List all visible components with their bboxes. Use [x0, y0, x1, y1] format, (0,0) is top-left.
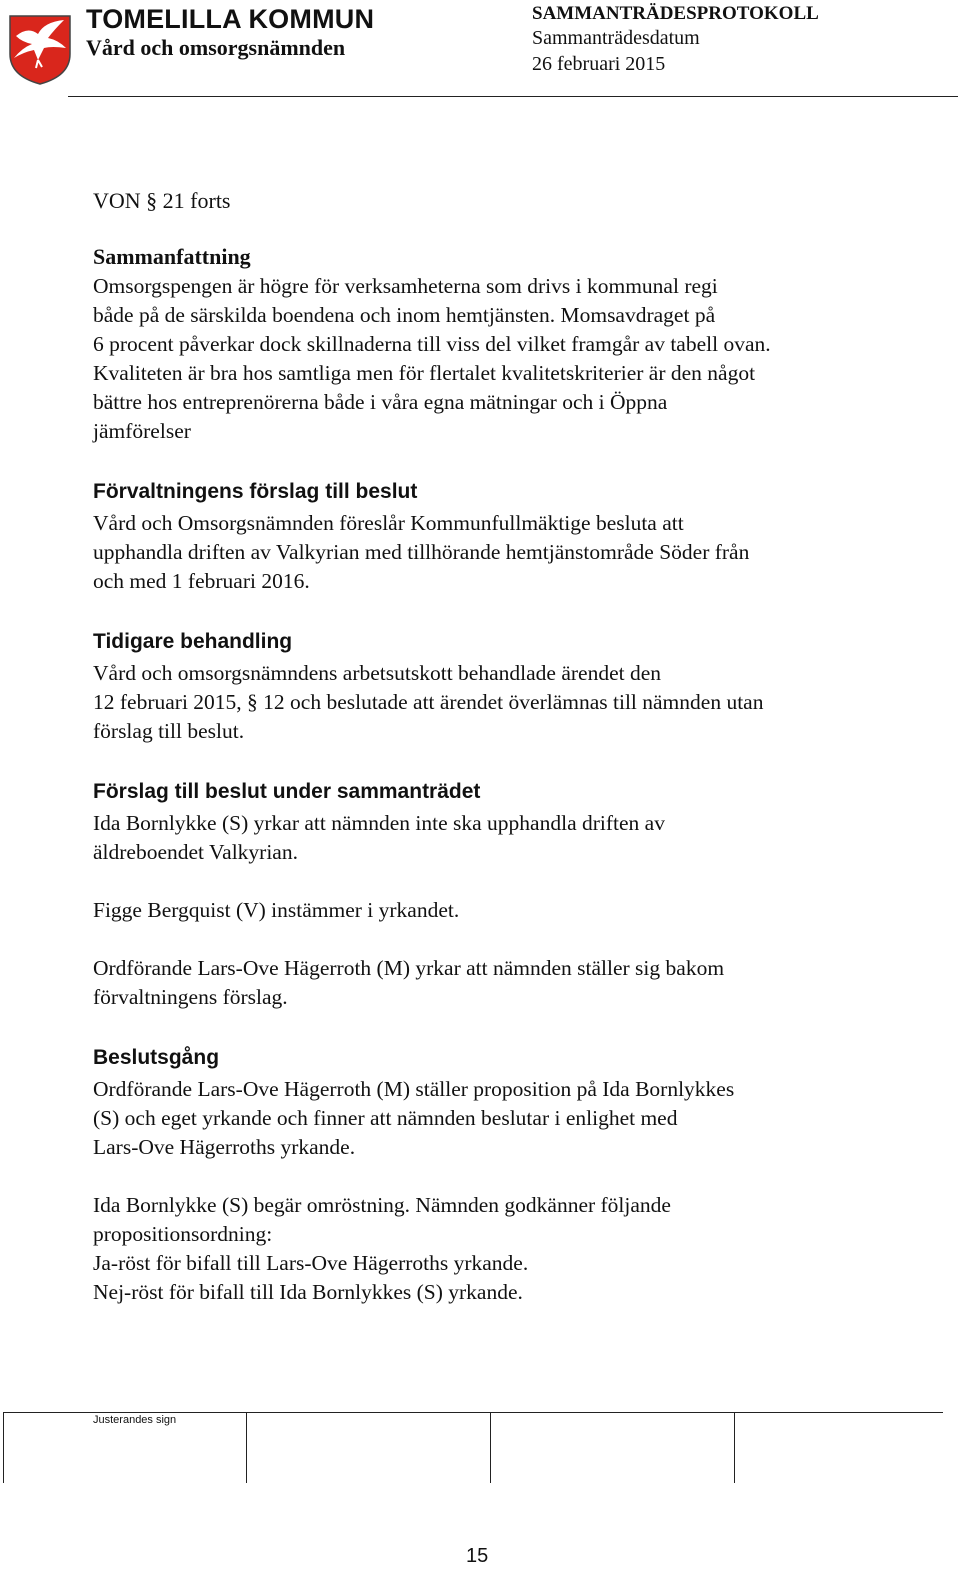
organization-name: TOMELILLA KOMMUN [86, 4, 375, 34]
text-line: Lars-Ove Hägerroths yrkande. [93, 1135, 356, 1159]
paragraph-reference: VON § 21 forts [93, 188, 231, 213]
document-body [93, 186, 893, 1307]
section-tidigare-behandling [93, 627, 893, 746]
text-line: Kvaliteten är bra hos samtliga men för flertalet kvalitetskriterier är den något [93, 361, 756, 385]
section-forslag-under-sammantradet [93, 777, 893, 1012]
heading-tidigare-behandling: Tidigare behandling [93, 630, 293, 653]
meeting-date-value: 26 februari 2015 [532, 53, 666, 75]
text-line: Ida Bornlykke (S) yrkar att nämnden inte ska upphandla driften av [93, 811, 665, 835]
page-number: 15 [466, 1545, 489, 1567]
coat-of-arms-eagle-icon [8, 14, 72, 86]
section-beslutsgang [93, 1043, 893, 1307]
text-line: och med 1 februari 2016. [93, 569, 310, 593]
signature-label: Justerandes sign [93, 1414, 177, 1426]
text-line: både på de särskilda boendena och inom hemtjänsten. Momsavdraget på [93, 303, 716, 327]
text-line: propositionsordning: [93, 1222, 273, 1246]
organization-unit: Vård och omsorgsnämnden [86, 35, 346, 60]
heading-forslag-under-sammantradet: Förslag till beslut under sammanträdet [93, 780, 481, 803]
section-forvaltningens-forslag [93, 477, 893, 596]
text-line: Ordförande Lars-Ove Hägerroth (M) yrkar att nämnden ställer sig bakom [93, 956, 725, 980]
text-line: jämförelser [93, 419, 191, 443]
text-line: Ida Bornlykke (S) begär omröstning. Nämnden godkänner följande [93, 1193, 671, 1217]
heading-forvaltningens-forslag: Förvaltningens förslag till beslut [93, 480, 418, 503]
sammanfattning-text [93, 272, 893, 446]
signature-cell-divider [490, 1413, 491, 1483]
signature-cell-divider [246, 1413, 247, 1483]
text-line: förslag till beslut. [93, 719, 245, 743]
text-line: äldreboendet Valkyrian. [93, 840, 298, 864]
text-line: Figge Bergquist (V) instämmer i yrkandet. [93, 898, 460, 922]
signature-cell-divider [3, 1413, 4, 1483]
text-line: (S) och eget yrkande och finner att nämnden beslutar i enlighet med [93, 1106, 678, 1130]
text-line: förvaltningens förslag. [93, 985, 288, 1009]
meeting-date-label: Sammanträdesdatum [532, 27, 700, 49]
section-sammanfattning [93, 242, 893, 446]
municipal-logo-icon [8, 14, 72, 86]
header-divider [68, 96, 958, 97]
text-line: 12 februari 2015, § 12 och beslutade att ärendet överlämnas till nämnden utan [93, 690, 764, 714]
text-line: Nej-röst för bifall till Ida Bornlykkes (S) yrkande. [93, 1280, 523, 1304]
heading-beslutsgang: Beslutsgång [93, 1046, 220, 1069]
document-type: SAMMANTRÄDESPROTOKOLL [532, 3, 819, 24]
text-line: Omsorgspengen är högre för verksamheterna som drivs i kommunal regi [93, 274, 718, 298]
text-line: Vård och omsorgsnämndens arbetsutskott behandlade ärendet den [93, 661, 661, 685]
heading-sammanfattning: Sammanfattning [93, 244, 251, 269]
text-line: Ja-röst för bifall till Lars-Ove Hägerroths yrkande. [93, 1251, 529, 1275]
signature-cell-divider [734, 1413, 735, 1483]
text-line: upphandla driften av Valkyrian med tillhörande hemtjänstområde Söder från [93, 540, 750, 564]
text-line: 6 procent påverkar dock skillnaderna till viss del vilket framgår av tabell ovan. [93, 332, 771, 356]
text-line: Ordförande Lars-Ove Hägerroth (M) ställer proposition på Ida Bornlykkes [93, 1077, 735, 1101]
text-line: Vård och Omsorgsnämnden föreslår Kommunfullmäktige besluta att [93, 511, 684, 535]
text-line: bättre hos entreprenörerna både i våra egna mätningar och i Öppna [93, 390, 668, 414]
